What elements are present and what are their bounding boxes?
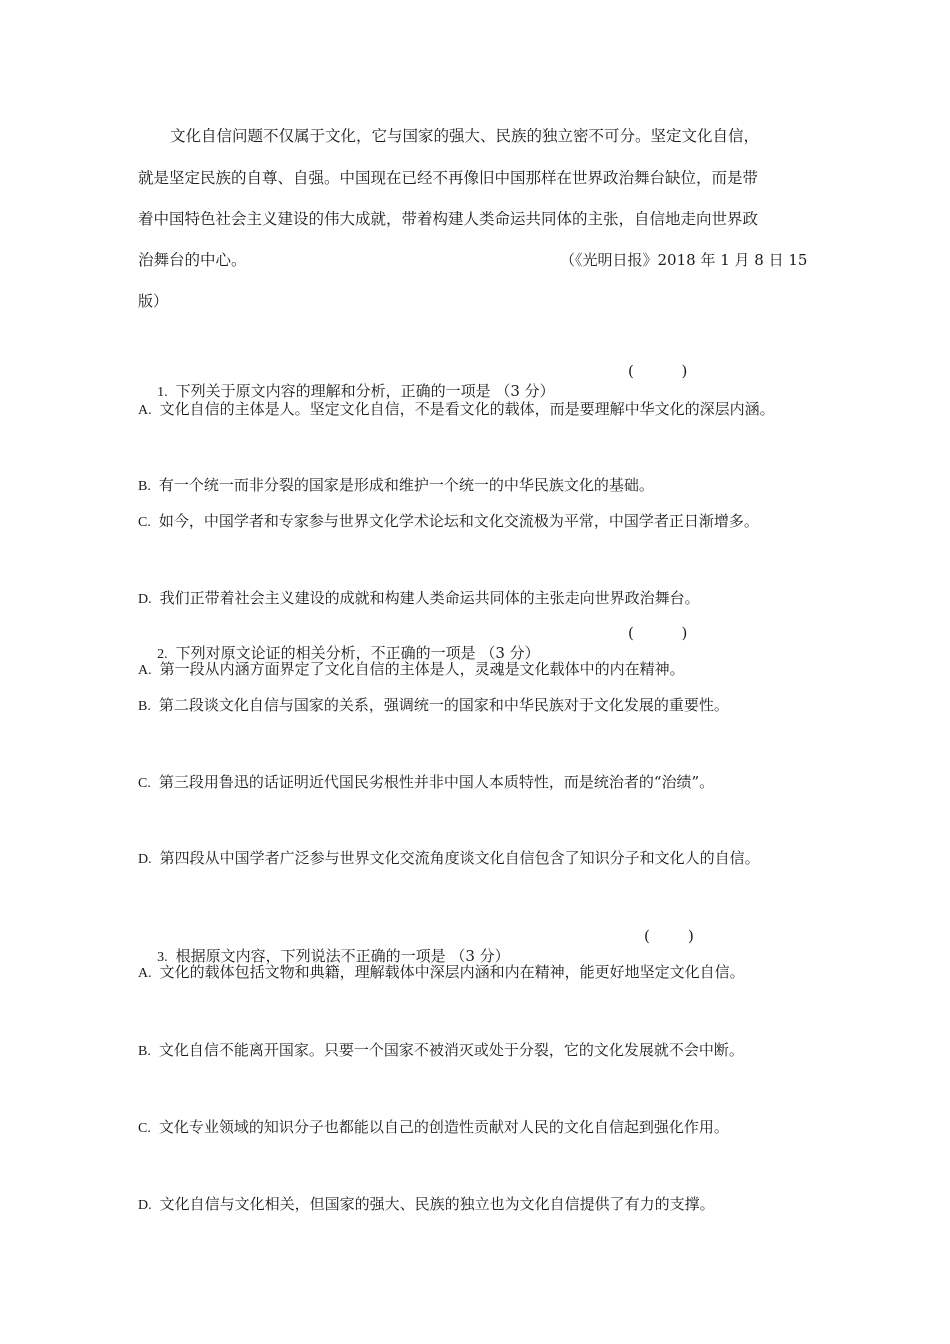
passage-line: 就是坚定民族的自尊、自强。中国现在已经不再像旧中国那样在世界政治舞台缺位，而是带 — [138, 169, 759, 187]
option-text: 我们正带着社会主义建设的成就和构建人类命运共同体的主张走向世界政治舞台。 — [159, 589, 700, 607]
passage-line: 着中国特色社会主义建设的伟大成就，带着构建人类命运共同体的主张，自信地走向世界政 — [138, 210, 759, 228]
option-label: D. — [138, 1198, 152, 1213]
option-text: 如今，中国学者和专家参与世界文化学术论坛和文化交流极为平常，中国学者正日渐增多。 — [158, 512, 759, 530]
answer-bracket[interactable]: ( ) — [628, 624, 688, 642]
option-c — [138, 772, 714, 794]
option-text: 文化自信不能离开国家。只要一个国家不被消灭或处于分裂，它的文化发展就不会中断。 — [158, 1041, 744, 1059]
option-text: 文化专业领域的知识分子也都能以自己的创造性贡献对人民的文化自信起到强化作用。 — [158, 1118, 729, 1136]
option-text: 第四段从中国学者广泛参与世界文化交流角度谈文化自信包含了知识分子和文化人的自信。 — [159, 849, 760, 867]
option-text: 文化自信与文化相关，但国家的强大、民族的独立也为文化自信提供了有力的支撑。 — [159, 1195, 715, 1213]
option-b — [138, 1040, 744, 1062]
option-d — [138, 848, 760, 870]
question-number: 1. — [157, 385, 168, 400]
option-b — [138, 475, 654, 497]
answer-bracket[interactable]: ( ) — [628, 362, 688, 380]
question-number: 3. — [157, 950, 168, 965]
option-c — [138, 1117, 729, 1139]
option-text: 文化的载体包括文物和典籍，理解载体中深层内涵和内在精神，能更好地坚定文化自信。 — [159, 963, 745, 981]
source-citation-continuation: 版） — [138, 292, 169, 310]
option-c — [138, 511, 759, 533]
question-text: 下列关于原文内容的理解和分析，正确的一项是 （3 分） — [175, 382, 555, 400]
option-label: C. — [138, 515, 151, 530]
option-text: 有一个统一而非分裂的国家是形成和维护一个统一的中华民族文化的基础。 — [158, 476, 654, 494]
option-text: 第三段用鲁迅的话证明近代国民劣根性并非中国人本质特性，而是统治者的“治绩”。 — [158, 773, 715, 791]
option-text: 第一段从内涵方面界定了文化自信的主体是人，灵魂是文化载体中的内在精神。 — [159, 660, 685, 678]
option-label: A. — [138, 663, 152, 678]
option-text: 第二段谈文化自信与国家的关系，强调统一的国家和中华民族对于文化发展的重要性。 — [158, 696, 729, 714]
option-label: D. — [138, 852, 152, 867]
option-label: B. — [138, 1044, 151, 1059]
question-text: 根据原文内容，下列说法不正确的一项是 （3 分） — [175, 947, 510, 965]
option-a — [138, 962, 745, 984]
option-a — [138, 659, 685, 681]
question-text: 下列对原文论证的相关分析，不正确的一项是 （3 分） — [175, 644, 540, 662]
option-label: C. — [138, 1121, 151, 1136]
option-b — [138, 695, 729, 717]
option-label: B. — [138, 479, 151, 494]
source-citation: （《光明日报》2018 年 1 月 8 日 15 — [560, 251, 808, 269]
option-d — [138, 588, 700, 610]
answer-bracket[interactable]: ( ) — [644, 927, 694, 945]
question-number: 2. — [157, 647, 168, 662]
option-label: B. — [138, 699, 151, 714]
option-label: A. — [138, 966, 152, 981]
option-a — [138, 399, 775, 421]
passage-line: 治舞台的中心。 — [138, 251, 247, 269]
option-label: C. — [138, 776, 151, 791]
option-label: D. — [138, 592, 152, 607]
passage-line: 文化自信问题不仅属于文化，它与国家的强大、民族的独立密不可分。坚定文化自信， — [170, 127, 760, 145]
option-d — [138, 1194, 715, 1216]
option-text: 文化自信的主体是人。坚定文化自信，不是看文化的载体，而是要理解中华文化的深层内涵。 — [159, 400, 775, 418]
option-label: A. — [138, 403, 152, 418]
